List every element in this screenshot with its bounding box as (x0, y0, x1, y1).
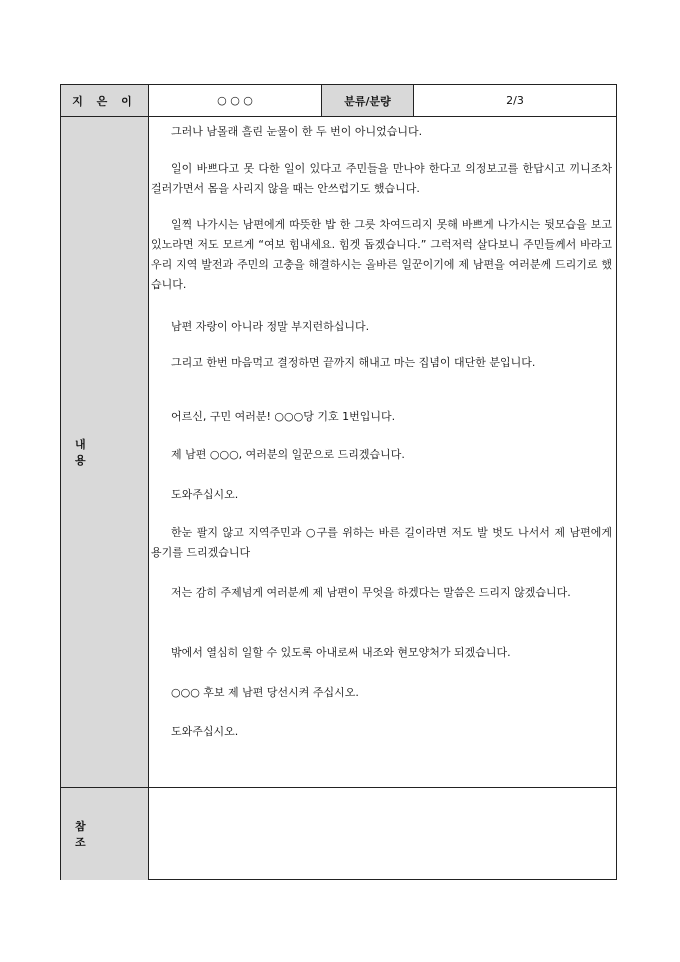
reference-row (61, 788, 616, 880)
author-value: ○ ○ ○ (149, 85, 322, 116)
paragraph: 일이 바쁘다고 못 다한 일이 있다고 주민들을 만나야 한다고 의정보고를 한답시고 끼니조차 걸러가면서 몸을 사리지 않을 때는 안쓰럽기도 했습니다. (151, 162, 612, 195)
reference-label: 참 조 (61, 788, 149, 880)
paragraph: 도와주십시오. (171, 488, 239, 501)
paragraph: 어르신, 구민 여러분! ○○○당 기호 1번입니다. (171, 410, 396, 423)
content-label: 내 용 (61, 117, 149, 787)
content-row (61, 117, 616, 788)
author-label: 지 은 이 (61, 85, 149, 116)
category-label: 분류/분량 (322, 85, 414, 116)
paragraph: 제 남편 ○○○, 여러분의 일꾼으로 드리겠습니다. (171, 448, 405, 461)
paragraph: 도와주십시오. (171, 725, 239, 738)
header-row (61, 85, 616, 117)
paragraph: 밖에서 열심히 일할 수 있도록 아내로써 내조와 현모양처가 되겠습니다. (171, 646, 511, 659)
category-value: 2/3 (506, 94, 524, 107)
paragraph: 남편 자랑이 아니라 정말 부지런하십니다. (171, 320, 370, 333)
reference-body (149, 788, 616, 880)
paragraph: 일찍 나가시는 남편에게 따뜻한 밥 한 그릇 차여드리지 못해 바쁘게 나가시는 뒷모습을 보고 있노라면 저도 모르게 “여보 힘내세요. 힘겟 돕겠습니다.” 그럭저럭 살다보니 주민들께서 바라고 우리 지역 발전과 주민의 고충을 해결하시는 올바른 일꾼이기에 제 남편을 여러분께 드리기로 했습니다. (151, 218, 612, 291)
paragraph: 그리고 한번 마음먹고 결정하면 끝까지 해내고 마는 집념이 대단한 분입니다. (171, 356, 536, 369)
paragraph: 저는 감히 주제넘게 여러분께 제 남편이 무엇을 하겠다는 말씀은 드리지 않겠습니다. (171, 586, 571, 599)
content-body (149, 117, 616, 787)
paragraph: 그러나 남몰래 흘린 눈물이 한 두 번이 아니었습니다. (171, 125, 423, 138)
paragraph: 한눈 팔지 않고 지역주민과 ○구를 위하는 바른 길이라면 저도 발 벗도 나서서 제 남편에게 용기를 드리겠습니다 (151, 526, 612, 559)
paragraph: ○○○ 후보 제 남편 당선시켜 주십시오. (171, 686, 359, 699)
document-form-table (60, 84, 617, 880)
